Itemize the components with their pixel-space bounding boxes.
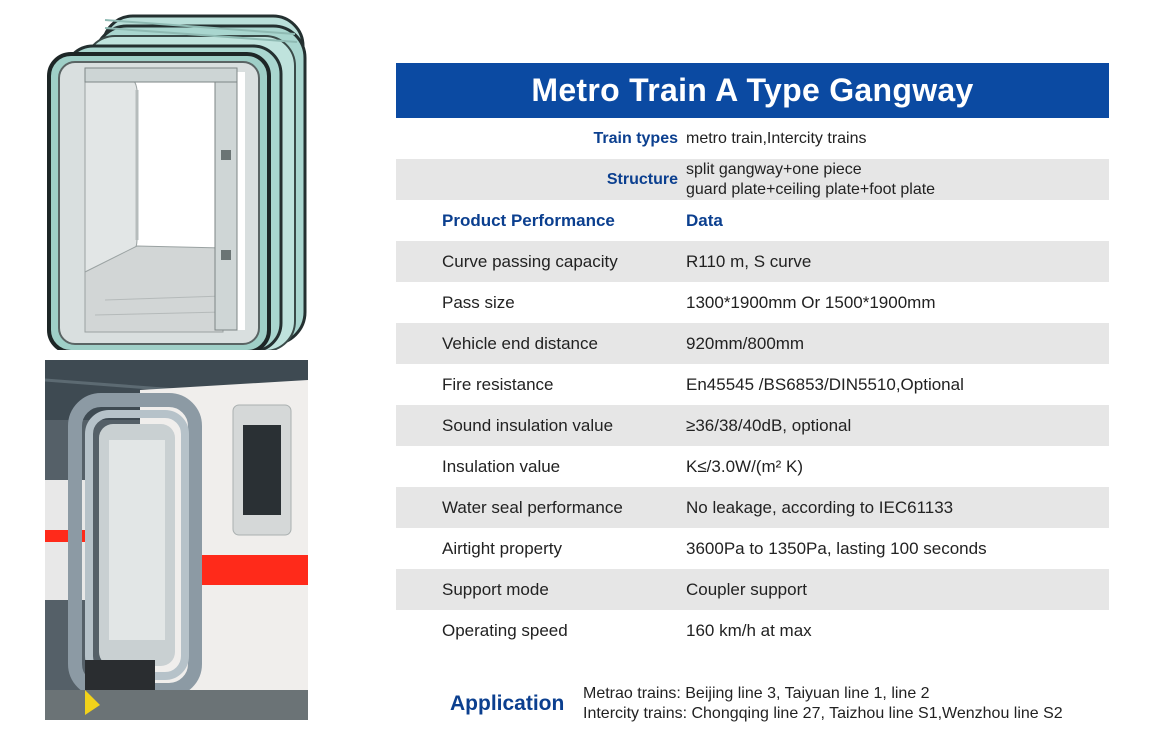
application-section [450,684,1130,724]
structure-line: guard plate+ceiling plate+foot plate [686,180,936,198]
row-value: 3600Pa to 1350Pa, lasting 100 seconds [686,538,987,558]
row-name: Vehicle end distance [442,333,598,353]
table-row [396,569,1109,610]
row-name: Pass size [442,292,515,312]
row-value: No leakage, according to IEC61133 [686,497,954,517]
performance-table [396,241,1109,651]
row-name: Water seal performance [442,497,623,517]
application-line: Metrao trains: Beijing line 3, Taiyuan line 1, line 2 [583,685,930,702]
row-value: 920mm/800mm [686,333,805,353]
table-row [396,405,1109,446]
row-value: Coupler support [686,579,807,599]
row-value: En45545 /BS6853/DIN5510,Optional [686,374,964,394]
table-header [396,200,1109,241]
row-name: Airtight property [442,538,562,558]
page-title: Metro Train A Type Gangway [396,63,1109,118]
table-row [396,282,1109,323]
gangway-installed-photo-image [45,360,308,720]
structure-value [686,160,1109,200]
application-label: Application [450,692,565,715]
row-name: Support mode [442,579,549,599]
table-row [396,323,1109,364]
row-name: Insulation value [442,456,561,476]
structure-label: Structure [606,170,678,188]
row-name: Fire resistance [442,374,554,394]
train-types-value: metro train,Intercity trains [686,129,867,147]
spec-sheet [396,63,1109,651]
row-name: Sound insulation value [442,415,614,435]
row-value: K≤/3.0W/(m² K) [686,456,803,476]
table-row [396,487,1109,528]
structure-row [396,159,1109,200]
row-value: R110 m, S curve [686,251,812,271]
train-types-row [396,118,1109,159]
table-row [396,610,1109,651]
application-line: Intercity trains: Chongqing line 27, Taizhou line S1,Wenzhou line S2 [583,705,1063,722]
gangway-3d-render-image [45,10,310,350]
table-row [396,446,1109,487]
application-lines [583,684,1063,724]
row-value: ≥36/38/40dB, optional [686,415,852,435]
table-row [396,241,1109,282]
table-row [396,364,1109,405]
row-name: Operating speed [442,620,568,640]
row-value: 160 km/h at max [686,620,812,640]
table-row [396,528,1109,569]
structure-line: split gangway+one piece [686,160,862,178]
row-name: Curve passing capacity [442,251,618,271]
row-value: 1300*1900mm Or 1500*1900mm [686,292,936,312]
header-data: Data [686,210,723,230]
train-types-label: Train types [593,129,678,147]
header-performance: Product Performance [442,210,615,230]
